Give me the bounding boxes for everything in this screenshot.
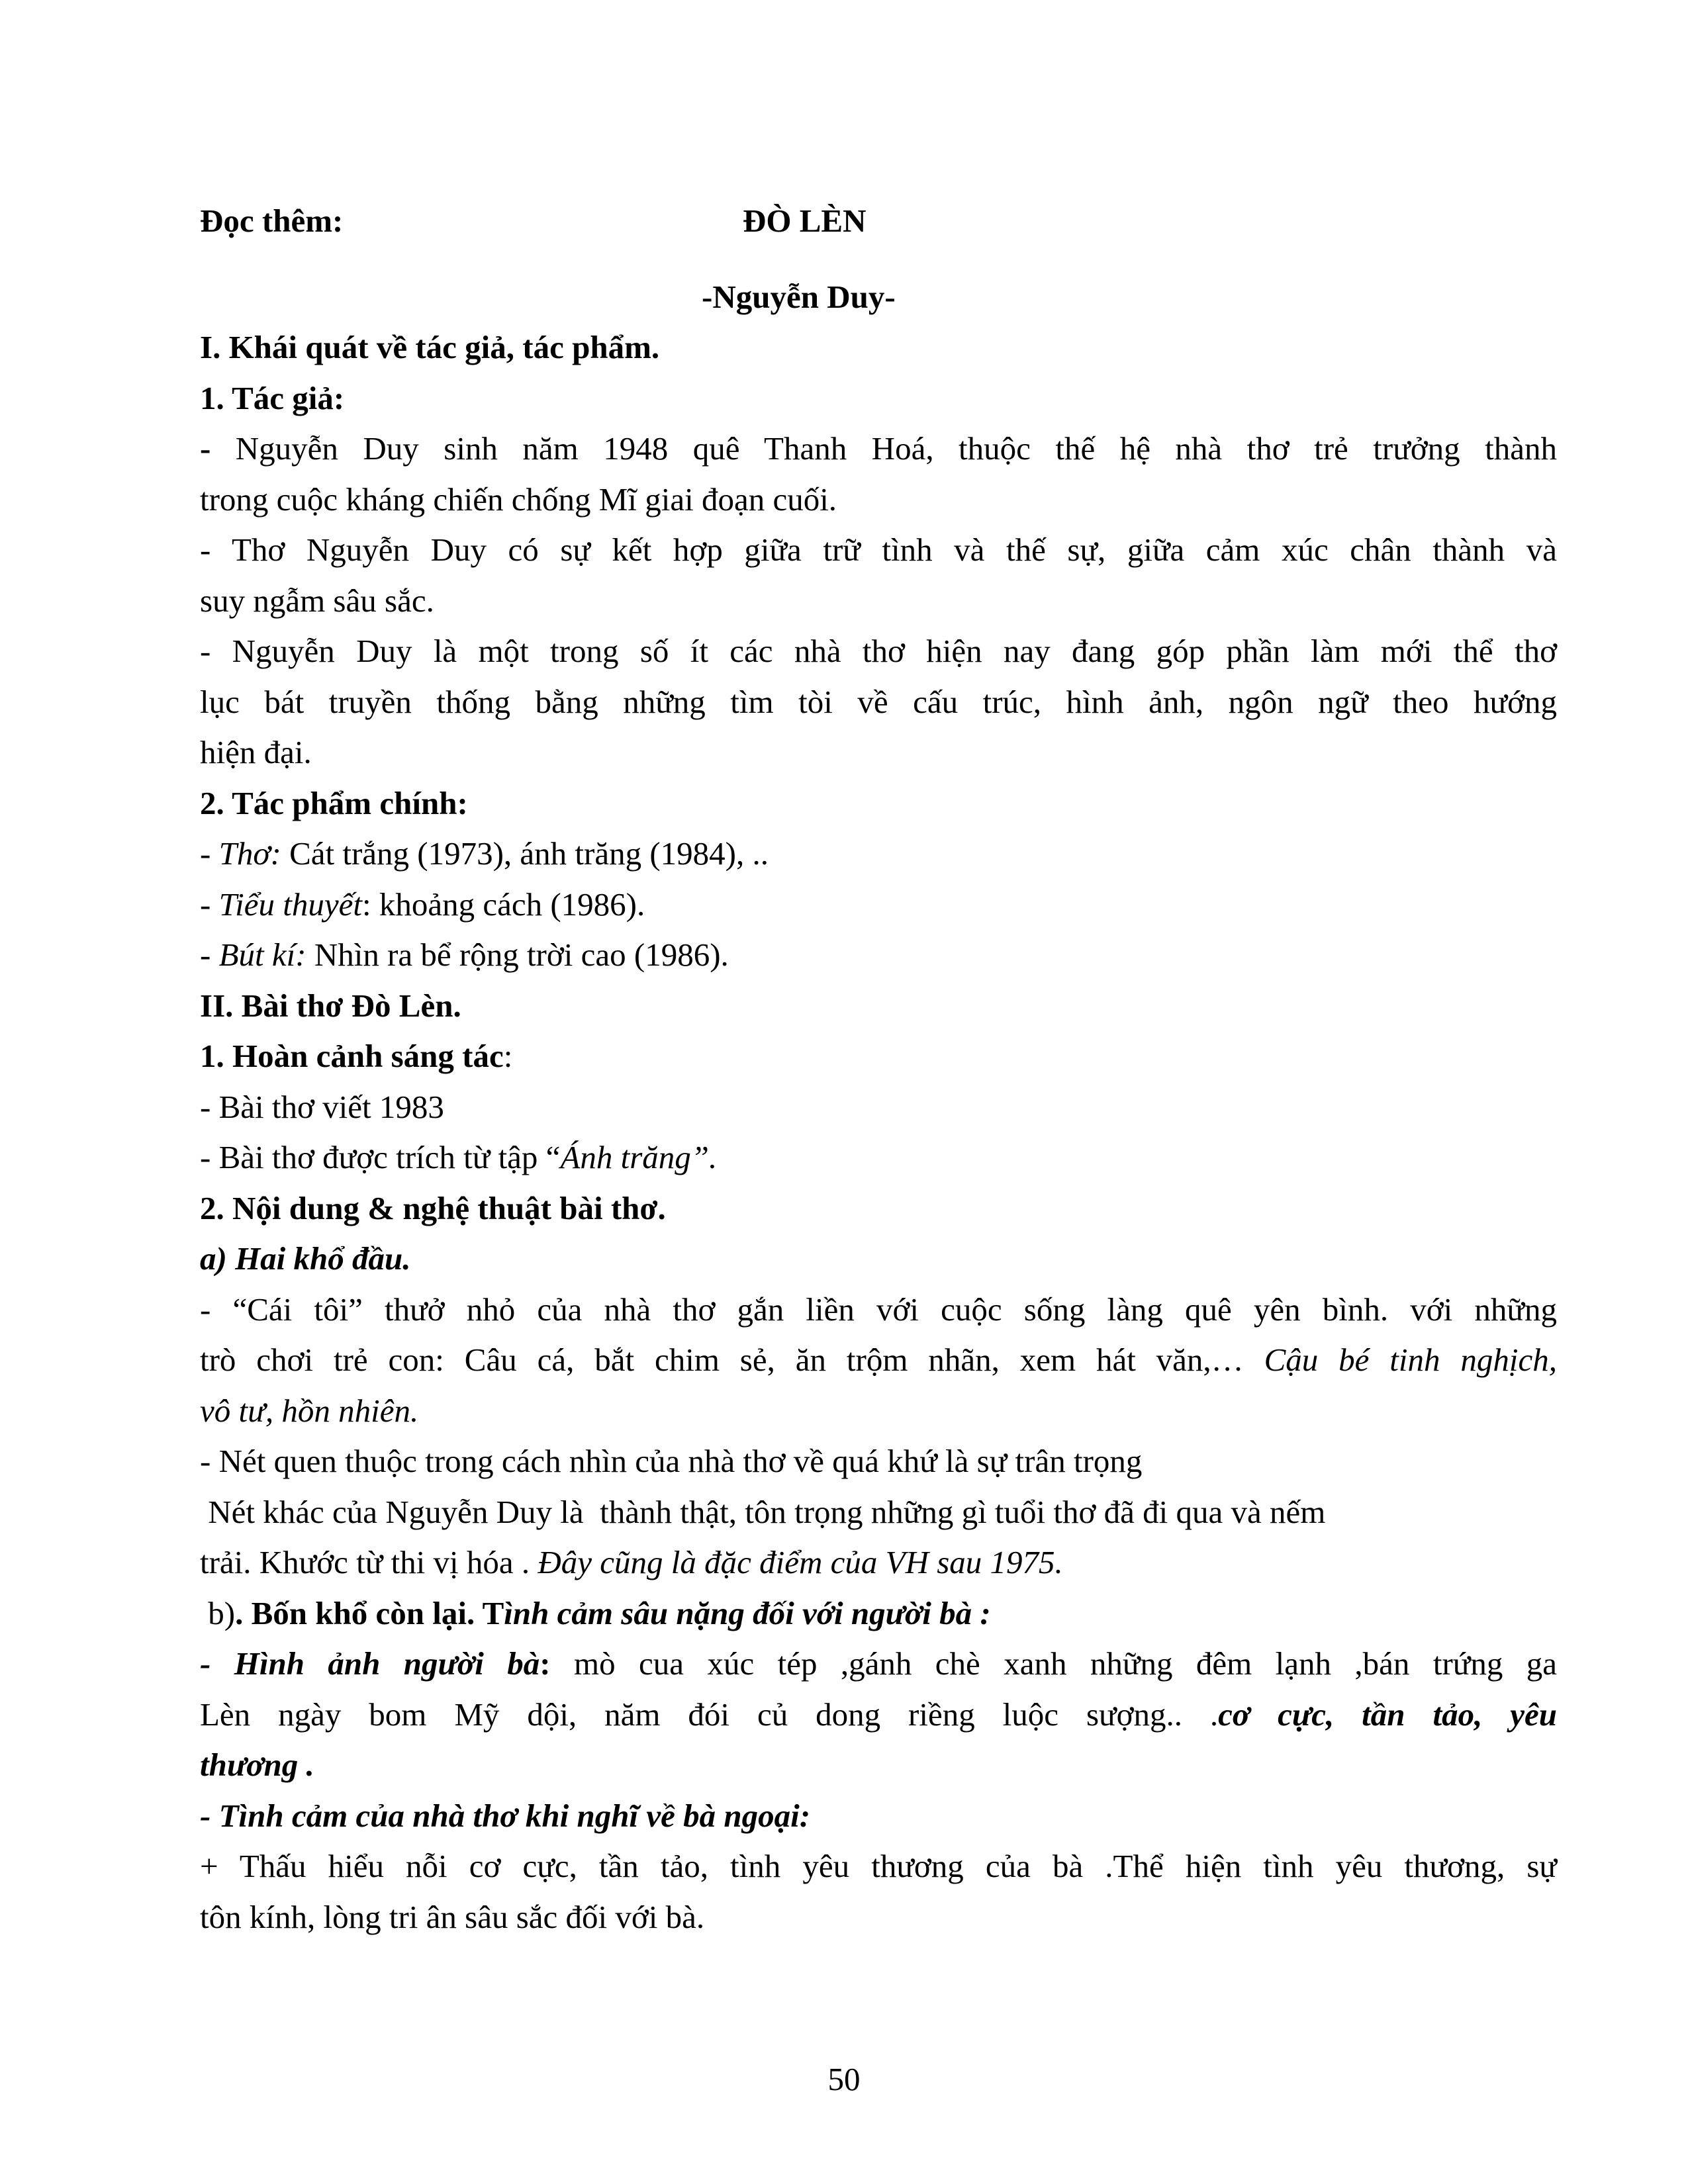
paragraph-line: - Bài thơ được trích từ tập “Ánh trăng”. — [200, 1139, 718, 1175]
subheading-b: b). Bốn khổ còn lại. Tình cảm sâu nặng đối với người bà : — [200, 1594, 991, 1631]
reading-label: Đọc thêm: — [200, 203, 344, 239]
paragraph-line: Nét khác của Nguyễn Duy là thành thật, tôn trọng những gì tuổi thơ đã đi qua và nếm — [200, 1493, 1326, 1530]
paragraph-line: thương . — [200, 1747, 314, 1783]
paragraph-line: - Thơ Nguyễn Duy có sự kết hợp giữa trữ tình và thế sự, giữa cảm xúc chân thành và — [200, 531, 1557, 568]
subheading-author: 1. Tác giả: — [200, 379, 345, 416]
subheading-context: 1. Hoàn cảnh sáng tác: — [200, 1038, 513, 1074]
works-item: - Thơ: Cát trắng (1973), ánh trăng (1984), .. — [200, 835, 769, 872]
paragraph-line: tôn kính, lòng tri ân sâu sắc đối với bà. — [200, 1898, 705, 1935]
paragraph-line: trải. Khước từ thi vị hóa . Đây cũng là đặc điểm của VH sau 1975. — [200, 1544, 1063, 1580]
paragraph-line: + Thấu hiểu nỗi cơ cực, tần tảo, tình yêu thương của bà .Thể hiện tình yêu thương, sự — [200, 1848, 1557, 1884]
author-line: -Nguyễn Duy- — [702, 278, 896, 315]
paragraph-line: lục bát truyền thống bằng những tìm tòi về cấu trúc, hình ảnh, ngôn ngữ theo hướng — [200, 683, 1557, 720]
subheading-content: 2. Nội dung & nghệ thuật bài thơ. — [200, 1189, 666, 1226]
paragraph-line: trò chơi trẻ con: Câu cá, bắt chim sẻ, ăn trộm nhãn, xem hát văn,… Cậu bé tinh nghịch, — [200, 1342, 1557, 1378]
paragraph-line: - “Cái tôi” thưở nhỏ của nhà thơ gắn liền với cuộc sống làng quê yên bình. với những — [200, 1291, 1557, 1328]
works-item: - Bút kí: Nhìn ra bể rộng trời cao (1986). — [200, 936, 729, 973]
paragraph-line: - Nguyễn Duy là một trong số ít các nhà thơ hiện nay đang góp phần làm mới thể thơ — [200, 633, 1557, 669]
subheading-feelings: - Tình cảm của nhà thơ khi nghĩ về bà ngoại: — [200, 1797, 811, 1834]
paragraph-line: trong cuộc kháng chiến chống Mĩ giai đoạn cuối. — [200, 480, 837, 518]
paragraph-line: - Nét quen thuộc trong cách nhìn của nhà thơ về quá khứ là sự trân trọng — [200, 1443, 1143, 1479]
works-item: - Tiểu thuyết: khoảng cách (1986). — [200, 886, 645, 923]
paragraph-line: hiện đại. — [200, 734, 312, 770]
page-number: 50 — [827, 2061, 861, 2097]
section-2-heading: II. Bài thơ Đò Lèn. — [200, 987, 461, 1024]
paragraph-line: Lèn ngày bom Mỹ dội, năm đói củ dong riềng luộc sượng.. .cơ cực, tần tảo, yêu — [200, 1696, 1558, 1733]
header-row — [200, 196, 1557, 247]
paragraph-line: suy ngẫm sâu sắc. — [200, 582, 434, 619]
subheading-works: 2. Tác phẩm chính: — [200, 784, 468, 821]
paragraph-line: vô tư, hồn nhiên. — [200, 1392, 419, 1429]
paragraph-line: - Hình ảnh người bà: mò cua xúc tép ,gánh chè xanh những đêm lạnh ,bán trứng ga — [200, 1645, 1557, 1682]
subheading-a: a) Hai khổ đầu. — [200, 1240, 411, 1277]
paragraph-line: - Bài thơ viết 1983 — [200, 1088, 444, 1125]
page-content — [200, 196, 1557, 1942]
page-title: ĐÒ LÈN — [743, 203, 867, 239]
section-1-heading: I. Khái quát về tác giả, tác phẩm. — [200, 329, 660, 365]
paragraph-line: - Nguyễn Duy sinh năm 1948 quê Thanh Hoá, thuộc thế hệ nhà thơ trẻ trưởng thành — [200, 430, 1557, 467]
